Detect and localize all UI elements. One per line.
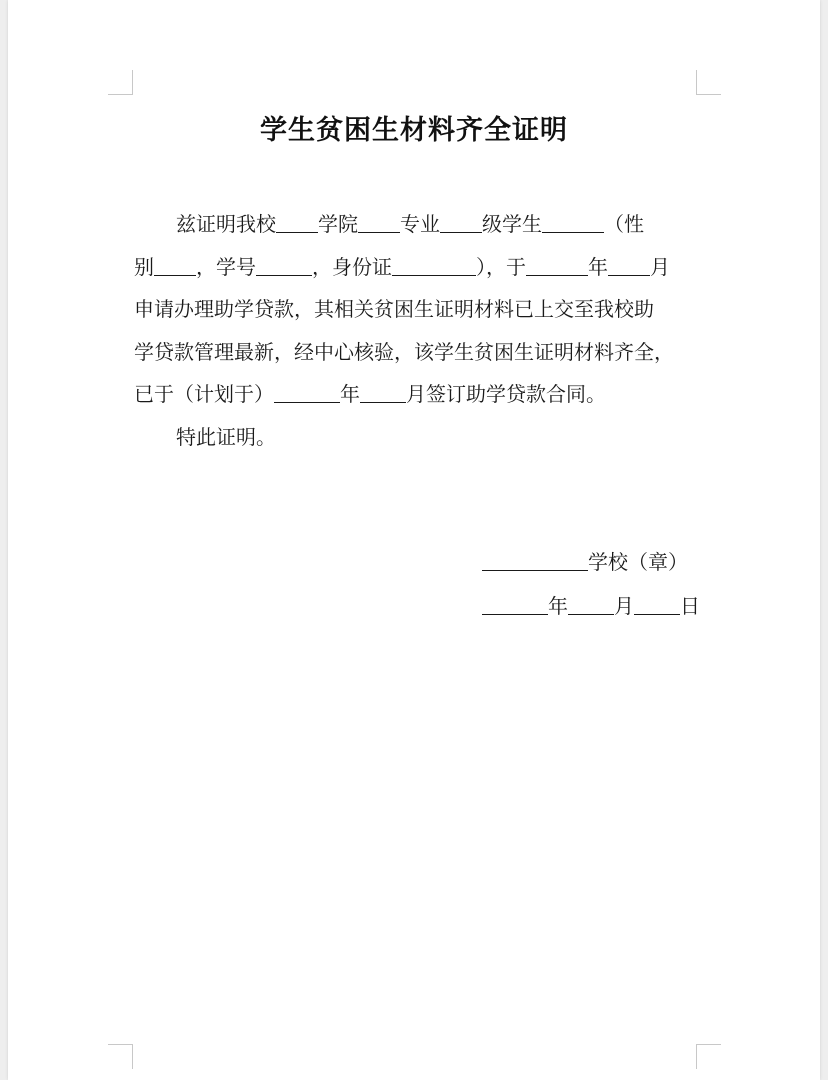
body-text: 已于（计划于） <box>134 382 274 406</box>
body-text: （性 <box>604 212 644 236</box>
body-text: 年 <box>588 254 608 279</box>
fill-blank-school-seal <box>482 548 588 571</box>
document-body <box>134 203 702 458</box>
margin-corner-mark <box>108 70 133 95</box>
fill-blank-id-card <box>392 253 476 276</box>
school-seal-label: 学校（章） <box>588 550 688 574</box>
body-text: 月 <box>650 254 670 279</box>
margin-corner-mark <box>696 1044 721 1069</box>
date-month-label: 月 <box>614 594 634 618</box>
fill-blank-student-id <box>256 253 312 276</box>
fill-blank-student-name <box>542 210 604 233</box>
document-title: 学生贫困生材料齐全证明 <box>260 115 568 146</box>
closing-line: 特此证明。 <box>176 424 276 449</box>
fill-blank-school <box>276 210 318 233</box>
fill-blank-date-day <box>634 592 680 615</box>
body-text: 专业 <box>400 212 440 236</box>
body-text: ，学号 <box>196 254 256 279</box>
body-line-5 <box>134 373 702 416</box>
fill-blank-sign-year <box>274 380 340 403</box>
body-line-1 <box>134 203 702 246</box>
fill-blank-apply-month <box>608 253 650 276</box>
body-text: 兹证明我校 <box>176 212 276 236</box>
date-day-label: 日 <box>680 594 700 618</box>
fill-blank-college <box>358 210 400 233</box>
fill-blank-gender <box>154 253 196 276</box>
fill-blank-date-year <box>482 592 548 615</box>
body-line-4: 学贷款管理最新，经中心核验，该学生贫困生证明材料齐全， <box>134 339 674 364</box>
body-text: 年 <box>340 382 360 406</box>
date-year-label: 年 <box>548 594 568 618</box>
body-line-2 <box>134 246 702 289</box>
body-text: ，身份证 <box>312 254 392 279</box>
fill-blank-date-month <box>568 592 614 615</box>
fill-blank-sign-month <box>360 380 406 403</box>
document-page <box>8 0 820 1080</box>
body-text: 月签订助学贷款合同。 <box>406 382 606 406</box>
body-text: ），于 <box>476 254 526 279</box>
margin-corner-mark <box>108 1044 133 1069</box>
body-text: 别 <box>134 254 154 279</box>
fill-blank-major <box>440 210 482 233</box>
signature-school <box>482 548 702 576</box>
signature-date <box>482 592 702 620</box>
body-text: 学院 <box>318 212 358 236</box>
body-line-3: 申请办理助学贷款，其相关贫困生证明材料已上交至我校助 <box>134 297 654 321</box>
margin-corner-mark <box>696 70 721 95</box>
fill-blank-apply-year <box>526 253 588 276</box>
body-text: 级学生 <box>482 212 542 236</box>
